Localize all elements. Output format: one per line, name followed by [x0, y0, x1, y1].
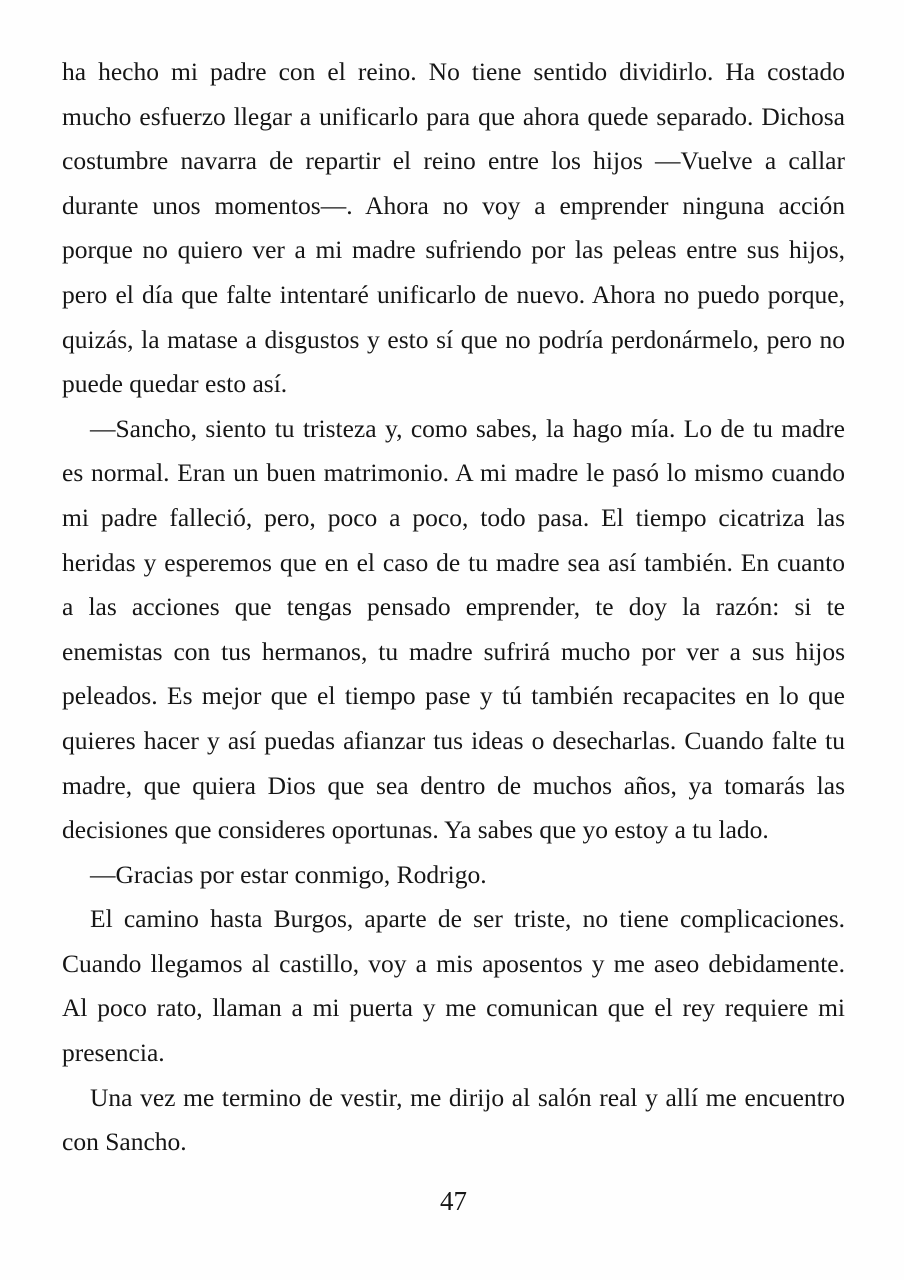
text-line: porque no quiero ver a mi madre sufriendo por las peleas entre sus hijos, — [62, 235, 845, 265]
text-line: es normal. Eran un buen matrimonio. A mi madre le pasó lo mismo cuando — [62, 458, 845, 488]
text-line: decisiones que consideres oportunas. Ya sabes que yo estoy a tu lado. — [62, 815, 769, 845]
text-line: enemistas con tus hermanos, tu madre sufrirá mucho por ver a sus hijos — [62, 636, 845, 666]
text-line: a las acciones que tengas pensado emprender, te doy la razón: si te — [62, 592, 845, 622]
text-line: —Gracias por estar conmigo, Rodrigo. — [90, 859, 487, 889]
text-line: con Sancho. — [62, 1127, 187, 1157]
text-line: durante unos momentos—. Ahora no voy a emprender ninguna acción — [62, 190, 845, 220]
text-line: mucho esfuerzo llegar a unificarlo para que ahora quede separado. Dichosa — [62, 101, 845, 131]
text-line: Una vez me termino de vestir, me dirijo al salón real y allí me encuentro — [90, 1082, 845, 1112]
text-line: El camino hasta Burgos, aparte de ser triste, no tiene complicaciones. — [90, 904, 845, 934]
text-line: —Sancho, siento tu tristeza y, como sabes, la hago mía. Lo de tu madre — [90, 413, 845, 443]
text-line: quieres hacer y así puedas afianzar tus ideas o desecharlas. Cuando falte tu — [62, 725, 845, 755]
text-line: ha hecho mi padre con el reino. No tiene sentido dividirlo. Ha costado — [62, 57, 845, 86]
text-line: Cuando llegamos al castillo, voy a mis aposentos y me aseo debidamente. — [62, 948, 845, 978]
text-line: madre, que quiera Dios que sea dentro de muchos años, ya tomarás las — [62, 770, 845, 800]
page-number: 47 — [440, 1185, 467, 1216]
text-line: costumbre navarra de repartir el reino entre los hijos —Vuelve a callar — [62, 146, 845, 176]
text-line: Al poco rato, llaman a mi puerta y me comunican que el rey requiere mi — [62, 993, 845, 1023]
text-line: quizás, la matase a disgustos y esto sí que no podría perdonármelo, pero no — [62, 324, 845, 354]
page-text — [62, 50, 845, 1165]
text-line: mi padre falleció, pero, poco a poco, todo pasa. El tiempo cicatriza las — [62, 502, 845, 532]
text-line: peleados. Es mejor que el tiempo pase y tú también recapacites en lo que — [62, 681, 845, 711]
text-line: puede quedar esto así. — [62, 369, 288, 399]
text-line: pero el día que falte intentaré unificarlo de nuevo. Ahora no puedo porque, — [62, 279, 845, 309]
text-line: heridas y esperemos que en el caso de tu madre sea así también. En cuanto — [62, 547, 845, 577]
text-line: presencia. — [62, 1038, 165, 1068]
